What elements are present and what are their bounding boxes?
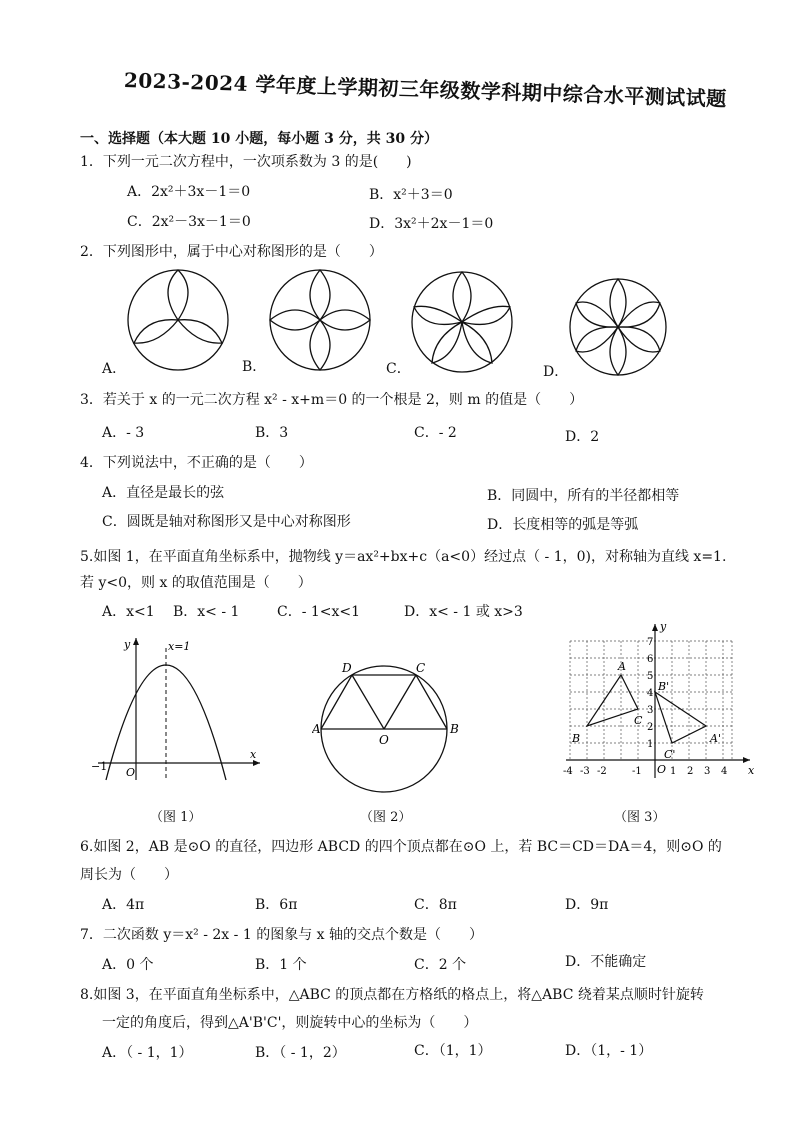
question-5-stem-line2: 若 y<0，则 x 的取值范围是（ ）	[80, 575, 312, 591]
q7-option-d: D．不能确定	[565, 954, 647, 970]
fig3-origin-label: O	[657, 763, 667, 776]
fig3-y-arrow	[652, 624, 658, 631]
figure-a-three-petal	[128, 270, 228, 370]
question-6-stem: 6.如图 2，AB 是⊙O 的直径，四边形 ABCD 的四个顶点都在⊙O 上，若 BC＝CD＝DA＝4，则⊙O 的	[80, 839, 722, 855]
y-axis-arrow	[133, 638, 139, 645]
triangle-abc	[587, 675, 638, 726]
question-5-stem: 5.如图 1，在平面直角坐标系中，抛物线 y＝ax²+bx+c（a<0）经过点（ - 1，0)，对称轴为直线 x=1.	[80, 549, 727, 565]
question-2-stem: 2．下列图形中，属于中心对称图形的是（ ）	[80, 244, 383, 260]
q5-option-a: A．x<1	[102, 604, 155, 620]
question-4-stem: 4．下列说法中，不正确的是（ ）	[80, 455, 313, 471]
q2-option-c: C．	[386, 361, 411, 377]
q3-option-d: D．2	[565, 429, 600, 445]
fig3-xtick: -4	[563, 766, 573, 777]
fig3-xtick: 1	[670, 766, 677, 777]
fig3-ytick: 5	[647, 671, 654, 682]
q5-option-b: B．x< - 1	[173, 604, 240, 620]
q6-option-b: B．6π	[255, 897, 298, 913]
q4-option-d: D．长度相等的弧是等弧	[487, 517, 639, 533]
q1-option-a: A．2x²＋3x－1＝0	[127, 184, 251, 200]
q6-option-c: C．8π	[414, 897, 457, 913]
fig2-b-label: B	[450, 722, 459, 736]
q4-option-a: A．直径是最长的弦	[102, 485, 225, 501]
fig1-x-label: x	[250, 748, 257, 761]
fig1-y-label: y	[124, 638, 131, 651]
segment-do	[352, 675, 384, 729]
fig3-y-label: y	[660, 620, 667, 633]
q7-option-a: A．0 个	[102, 957, 154, 973]
q1-option-d: D．3x²＋2x－1＝0	[369, 216, 494, 232]
figure-1-caption: （图 1）	[150, 810, 202, 825]
quadrilateral-abcd	[321, 675, 447, 729]
fig3-x-label: x	[748, 764, 755, 777]
q3-option-c: C．- 2	[414, 425, 457, 441]
page-title: 2023-2024 学年度上学期初三年级数学科期中综合水平测试试题	[123, 68, 728, 111]
fig3-ytick: 2	[647, 722, 654, 733]
question-6-stem-line2: 周长为（ ）	[80, 867, 178, 883]
figure-c-five-petal	[412, 272, 512, 372]
figure-3-grid	[560, 618, 760, 800]
question-8-stem-line2: 一定的角度后，得到△A'B'C'，则旋转中心的坐标为（ ）	[102, 1015, 478, 1031]
fig2-a-label: A	[312, 722, 321, 736]
q5-option-c: C．- 1<x<1	[277, 604, 361, 620]
q4-option-c: C．圆既是轴对称图形又是中心对称图形	[102, 514, 351, 530]
q7-option-c: C．2 个	[414, 957, 467, 973]
q2-option-d: D．	[543, 364, 569, 380]
figure-2-caption: （图 2）	[360, 810, 412, 825]
q2-option-a: A．	[102, 361, 127, 377]
segment-co	[384, 675, 416, 729]
fig3-xtick: 4	[721, 766, 728, 777]
fig2-d-label: D	[342, 661, 352, 675]
fig3-b-label: B	[572, 732, 581, 745]
q7-option-b: B．1 个	[255, 957, 307, 973]
q8-option-a: A．（ - 1，1）	[102, 1045, 193, 1061]
q4-option-b: B．同圆中，所有的半径都相等	[487, 488, 680, 504]
fig3-xtick: 3	[704, 766, 711, 777]
fig2-o-label: O	[379, 733, 389, 747]
question-1-stem: 1．下列一元二次方程中，一次项系数为 3 的是( )	[80, 154, 412, 170]
fig1-neg1-label: −1	[91, 760, 108, 773]
fig3-a1-label: A'	[710, 732, 721, 745]
fig3-ytick: 4	[647, 688, 654, 699]
fig3-xtick: 2	[687, 766, 694, 777]
fig2-c-label: C	[416, 661, 426, 675]
figure-3-caption: （图 3）	[614, 810, 666, 825]
fig3-c-label: C	[634, 714, 643, 727]
question-8-stem: 8.如图 3，在平面直角坐标系中，△ABC 的顶点都在方格纸的格点上，将△ABC 绕着某点顺时针旋转	[80, 987, 704, 1003]
question-3-stem: 3．若关于 x 的一元二次方程 x² - x+m＝0 的一个根是 2，则 m 的值是（ ）	[80, 392, 584, 408]
q6-option-d: D．9π	[565, 897, 609, 913]
q1-option-b: B．x²＋3＝0	[369, 187, 453, 203]
fig3-xtick: -1	[632, 766, 642, 777]
q1-option-c: C．2x²－3x－1＝0	[127, 214, 251, 230]
section-heading: 一、选择题（本大题 10 小题，每小题 3 分，共 30 分）	[80, 131, 438, 147]
q3-option-b: B．3	[255, 425, 289, 441]
fig1-origin-label: O	[126, 766, 136, 779]
triangle-a1b1c1	[655, 692, 706, 743]
q8-option-d: D．（1，- 1）	[565, 1043, 653, 1059]
fig3-ytick: 7	[647, 637, 654, 648]
fig1-axis-label: x=1	[168, 640, 191, 653]
figure-d-six-petal	[570, 279, 666, 375]
fig3-ytick: 1	[647, 739, 654, 750]
fig3-ytick: 3	[647, 705, 654, 716]
q8-option-c: C．（1，1）	[414, 1043, 492, 1059]
fig3-xtick: -2	[597, 766, 607, 777]
fig3-xtick: -3	[580, 766, 590, 777]
q5-option-d: D．x< - 1 或 x>3	[404, 604, 523, 620]
fig3-a-label: A	[618, 660, 626, 673]
figure-2-circle	[312, 652, 462, 812]
fig3-x-arrow	[743, 757, 750, 763]
q2-option-b: B．	[242, 359, 267, 375]
q3-option-a: A．- 3	[102, 425, 145, 441]
q6-option-a: A．4π	[102, 897, 145, 913]
figure-b-four-petal	[270, 270, 370, 370]
fig3-c1-label: C'	[664, 748, 676, 761]
figure-1-parabola	[88, 630, 268, 790]
question-7-stem: 7．二次函数 y＝x² - 2x - 1 的图象与 x 轴的交点个数是（ ）	[80, 927, 483, 943]
fig3-b1-label: B'	[658, 680, 670, 693]
fig3-ytick: 6	[647, 654, 654, 665]
q8-option-b: B．（ - 1，2）	[255, 1045, 346, 1061]
